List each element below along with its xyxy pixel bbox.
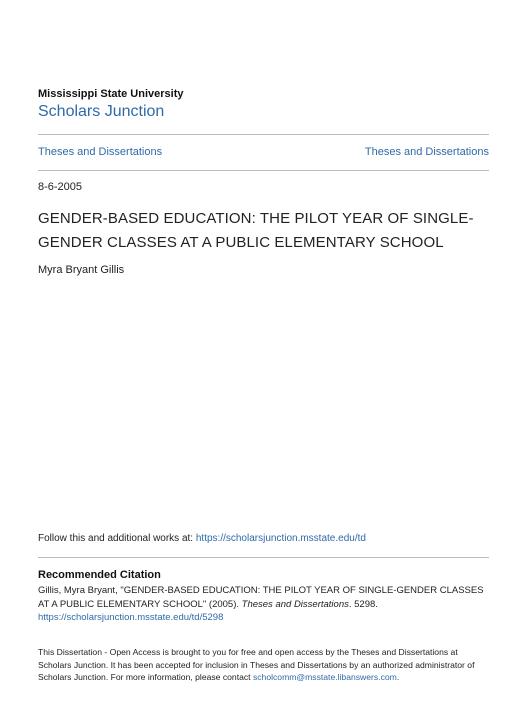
citation-url-link[interactable]: https://scholarsjunction.msstate.edu/td/5298 — [38, 612, 224, 623]
collection-url-link[interactable]: https://scholarsjunction.msstate.edu/td — [195, 533, 366, 544]
access-notice-end: . — [396, 672, 400, 682]
publication-date: 8-6-2005 — [38, 181, 83, 193]
divider — [38, 170, 489, 171]
citation-journal: Theses and Dissertations — [241, 598, 349, 610]
access-notice-text: This Dissertation - Open Access is brought to you for free and open access by the Theses and Dissertations at Scholars Junction. It has been accepted for inclusion in Theses and Dissertations by an authorized administrator of Scholars Junction. For more information, please contact — [38, 647, 475, 682]
collection-link-right[interactable]: Theses and Dissertations — [364, 146, 489, 158]
citation-text — [38, 584, 490, 625]
document-title: GENDER-BASED EDUCATION: THE PILOT YEAR OF SINGLE-GENDER CLASSES AT A PUBLIC ELEMENTARY SCHOOL — [38, 210, 474, 251]
contact-email-link[interactable]: scholcomm@msstate.libanswers.com — [252, 672, 397, 682]
follow-prefix: Follow this and additional works at: — [38, 533, 196, 544]
repository-link[interactable]: Scholars Junction — [38, 103, 165, 120]
citation-heading: Recommended Citation — [38, 569, 161, 581]
citation-main: Gillis, Myra Bryant, "GENDER-BASED EDUCATION: THE PILOT YEAR OF SINGLE-GENDER CLASSES AT A PUBLIC ELEMENTARY SCHOOL" (2005). — [38, 585, 484, 610]
university-name: Mississippi State University — [38, 88, 184, 100]
collection-link-left[interactable]: Theses and Dissertations — [38, 146, 163, 158]
access-notice — [38, 646, 490, 684]
author-name: Myra Bryant Gillis — [38, 264, 125, 276]
follow-line — [38, 533, 366, 544]
divider — [38, 557, 489, 558]
divider — [38, 134, 489, 135]
citation-number: . 5298. — [348, 598, 378, 610]
